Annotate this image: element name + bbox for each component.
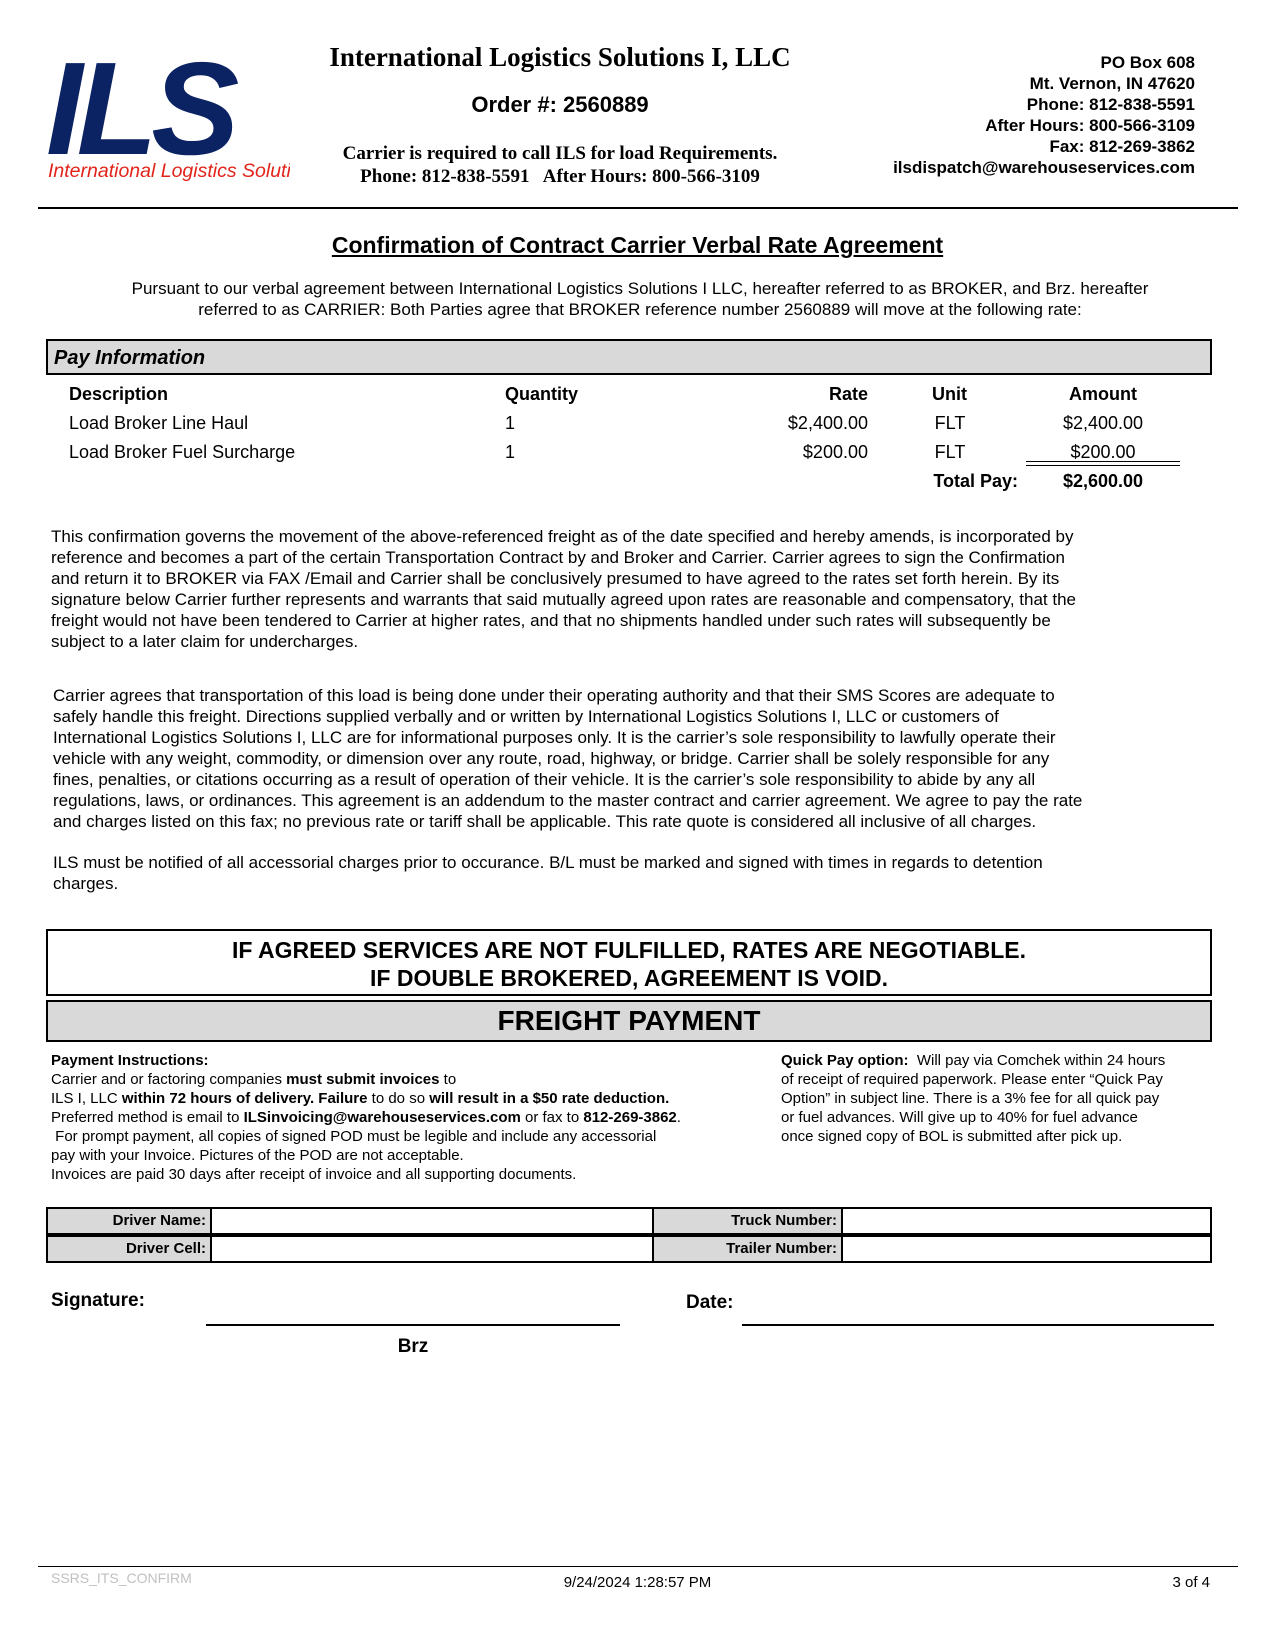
pay-information-header xyxy=(46,339,1212,375)
header-divider xyxy=(38,207,1238,209)
para-line: freight would not have been tendered to Carrier at higher rates, and that no shipments handled under such rates will subsequently be xyxy=(51,611,1051,630)
quick-pay-line: or fuel advances. Will give up to 40% for fuel advance xyxy=(781,1109,1138,1126)
after-hours-phone: After Hours: 800-566-3109 xyxy=(985,116,1195,135)
para-line: subject to a later claim for undercharges. xyxy=(51,632,359,651)
date-line[interactable] xyxy=(742,1324,1214,1326)
instr-text: Preferred method is email to xyxy=(51,1109,244,1126)
instr-line: Invoices are paid 30 days after receipt of invoice and all supporting documents. xyxy=(51,1166,577,1183)
para-line: and charges listed on this fax; no previous rate or tariff shall be applicable. This rate quote is considered all inclusive of all charges. xyxy=(53,812,1037,831)
invoicing-fax: 812-269-3862 xyxy=(583,1109,677,1126)
accessorial-paragraph xyxy=(53,852,1203,894)
para-line: reference and becomes a part of the certain Transportation Contract by and Broker and Carrier. Carrier agrees to sign the Confirmation xyxy=(51,548,1065,567)
carrier-note-line2: Phone: 812-838-5591 After Hours: 800-566-3109 xyxy=(360,166,760,187)
para-line: International Logistics Solutions I, LLC are for informational purposes only. It is the carrier’s sole responsibility to lawfully operate their xyxy=(53,728,1056,747)
row-rate: $200.00 xyxy=(802,442,868,462)
instr-line xyxy=(51,1108,771,1127)
instr-text-bold: within 72 hours of delivery. Failure xyxy=(121,1090,368,1107)
instr-text: or fax to xyxy=(520,1109,584,1126)
total-pay-label: Total Pay: xyxy=(933,471,1018,491)
driver-name-label: Driver Name: xyxy=(46,1207,212,1235)
company-name: International Logistics Solutions I, LLC xyxy=(329,42,791,72)
signature-label: Signature: xyxy=(51,1290,145,1311)
instr-text-bold: will result in a $50 rate deduction. xyxy=(429,1090,670,1107)
intro-line: referred to as CARRIER: Both Parties agree that BROKER reference number 2560889 will move at the following rate: xyxy=(198,300,1082,319)
printed-timestamp: 9/24/2024 1:28:57 PM xyxy=(563,1574,712,1591)
confirmation-paragraph xyxy=(51,526,1201,652)
instr-text-bold: must submit invoices xyxy=(286,1071,440,1088)
company-logo xyxy=(40,36,290,186)
row-quantity: 1 xyxy=(505,442,516,462)
instr-line: pay with your Invoice. Pictures of the POD are not acceptable. xyxy=(51,1147,464,1164)
payment-instructions xyxy=(51,1051,771,1184)
para-line: regulations, laws, or ordinances. This agreement is an addendum to the master contract and carrier agreement. We agree to pay the rate xyxy=(53,791,1083,810)
freight-payment-header: FREIGHT PAYMENT xyxy=(46,1000,1212,1042)
date-label: Date: xyxy=(686,1292,734,1313)
para-line: charges. xyxy=(53,874,119,893)
phone: Phone: 812-838-5591 xyxy=(1026,95,1195,114)
quick-pay-line: of receipt of required paperwork. Please enter “Quick Pay xyxy=(781,1071,1163,1088)
page-number: 3 of 4 xyxy=(1172,1574,1210,1591)
carrier-note-line1: Carrier is required to call ILS for load Requirements. xyxy=(342,143,778,164)
invoicing-email[interactable]: ILSinvoicing@warehouseservices.com xyxy=(243,1109,521,1126)
instr-text: to xyxy=(439,1071,457,1088)
po-box: PO Box 608 xyxy=(1100,53,1195,72)
report-name: SSRS_ITS_CONFIRM xyxy=(51,1570,192,1586)
para-line: safely handle this freight. Directions supplied verbally and or written by International Logistics Solutions I, LLC or customers of xyxy=(53,707,999,726)
payment-instructions-heading: Payment Instructions: xyxy=(51,1052,209,1069)
para-line: and return it to BROKER via FAX /Email and Carrier shall be conclusively presumed to have agreed to the rates set forth herein. By its xyxy=(51,569,1060,588)
col-header-amount: Amount xyxy=(1069,384,1137,404)
total-rule xyxy=(1026,461,1180,462)
trailer-number-field[interactable] xyxy=(841,1235,1212,1263)
driver-cell-field[interactable] xyxy=(210,1235,654,1263)
agreement-warning-box xyxy=(46,929,1212,996)
trailer-number-label: Trailer Number: xyxy=(652,1235,843,1263)
row-amount: $200.00 xyxy=(1070,442,1136,462)
signature-line[interactable] xyxy=(206,1324,620,1326)
quick-pay-line xyxy=(781,1051,1221,1070)
truck-number-label: Truck Number: xyxy=(652,1207,843,1235)
dispatch-email[interactable]: ilsdispatch@warehouseservices.com xyxy=(893,158,1195,177)
driver-cell-label: Driver Cell: xyxy=(46,1235,212,1263)
driver-name-field[interactable] xyxy=(210,1207,654,1235)
row-amount: $2,400.00 xyxy=(1062,413,1144,433)
row-quantity: 1 xyxy=(505,413,516,433)
order-number: Order #: 2560889 xyxy=(471,92,649,117)
row-unit: FLT xyxy=(934,413,966,433)
warning-line: IF AGREED SERVICES ARE NOT FULFILLED, RATES ARE NEGOTIABLE. xyxy=(232,937,1026,963)
fax: Fax: 812-269-3862 xyxy=(1049,137,1195,156)
instr-line: For prompt payment, all copies of signed POD must be legible and include any accessorial xyxy=(51,1128,657,1145)
address-block xyxy=(893,52,1195,178)
para-line: ILS must be notified of all accessorial charges prior to occurance. B/L must be marked and signed with times in regards to detention xyxy=(53,853,1043,872)
instr-text: . xyxy=(676,1109,681,1126)
quick-pay-heading: Quick Pay option: xyxy=(781,1052,909,1069)
total-rule xyxy=(1026,465,1180,466)
instr-text: ILS I, LLC xyxy=(51,1090,122,1107)
total-pay-value: $2,600.00 xyxy=(1062,471,1144,491)
warning-line: IF DOUBLE BROKERED, AGREEMENT IS VOID. xyxy=(370,965,888,991)
carrier-call-note xyxy=(290,142,830,188)
para-line: fines, penalties, or citations occurring as a result of operation of their vehicle. It is the carrier’s sole responsibility to abide by any all xyxy=(53,770,1036,789)
instr-line xyxy=(51,1089,771,1108)
quick-pay-line: Option” in subject line. There is a 3% fee for all quick pay xyxy=(781,1090,1160,1107)
footer-divider xyxy=(38,1566,1238,1567)
document-title: Confirmation of Contract Carrier Verbal Rate Agreement xyxy=(331,232,944,258)
intro-line: Pursuant to our verbal agreement between International Logistics Solutions I LLC, hereafter referred to as BROKER, and Brz. hereafter xyxy=(131,279,1149,298)
instr-text: Carrier and or factoring companies xyxy=(51,1071,287,1088)
instr-text: to do so xyxy=(367,1090,430,1107)
logo-letters: ILS xyxy=(46,36,234,182)
para-line: Carrier agrees that transportation of this load is being done under their operating authority and that their SMS Scores are adequate to xyxy=(53,686,1055,705)
col-header-quantity: Quantity xyxy=(505,384,579,404)
carrier-name: Brz xyxy=(397,1336,429,1357)
logo-tagline: International Logistics Soluti xyxy=(48,160,290,182)
pay-information-label: Pay Information xyxy=(54,347,206,369)
instr-line xyxy=(51,1070,771,1089)
row-description: Load Broker Line Haul xyxy=(69,413,249,433)
col-header-description: Description xyxy=(69,384,169,404)
quick-pay-text: Will pay via Comchek within 24 hours xyxy=(908,1052,1166,1069)
para-line: vehicle with any weight, commodity, or dimension over any route, road, highway, or bridge. Carrier shall be solely responsible for any xyxy=(53,749,1050,768)
carrier-responsibility-paragraph xyxy=(53,685,1203,832)
quick-pay-line: once signed copy of BOL is submitted after pick up. xyxy=(781,1128,1123,1145)
row-description: Load Broker Fuel Surcharge xyxy=(69,442,296,462)
quick-pay-option xyxy=(781,1051,1221,1146)
para-line: This confirmation governs the movement of the above-referenced freight as of the date specified and hereby amends, is incorporated by xyxy=(51,527,1074,546)
city-state-zip: Mt. Vernon, IN 47620 xyxy=(1029,74,1195,93)
intro-paragraph xyxy=(70,278,1210,320)
col-header-unit: Unit xyxy=(932,384,967,404)
para-line: signature below Carrier further represents and warrants that said mutually agreed upon rates are reasonable and compensatory, that the xyxy=(51,590,1076,609)
truck-number-field[interactable] xyxy=(841,1207,1212,1235)
col-header-rate: Rate xyxy=(828,384,868,404)
row-rate: $2,400.00 xyxy=(787,413,868,433)
row-unit: FLT xyxy=(934,442,966,462)
